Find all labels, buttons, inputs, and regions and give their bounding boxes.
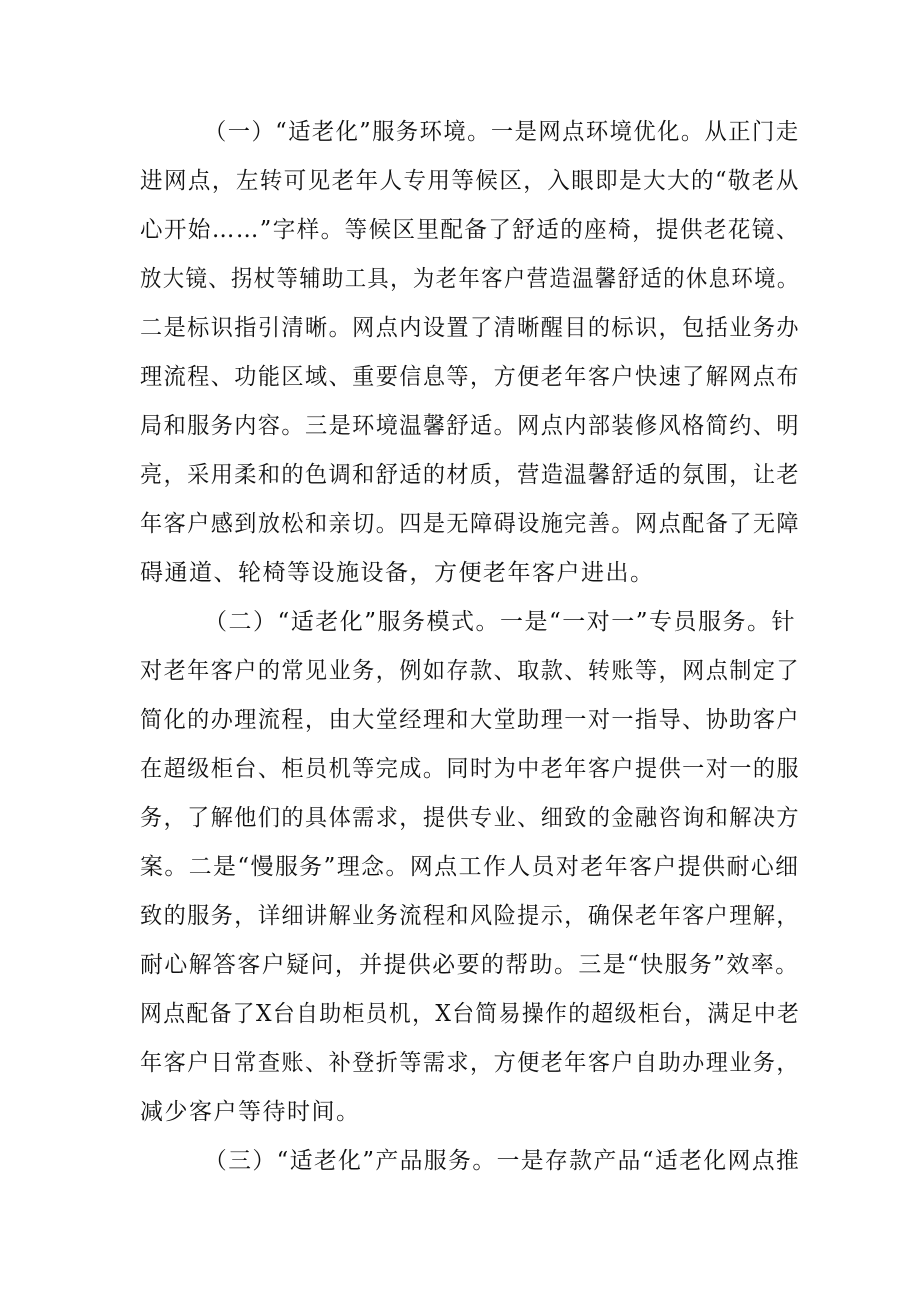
paragraph-2-line-5: 务，了解他们的具体需求，提供专业、细致的金融咨询和解决方 — [140, 805, 801, 831]
paragraph-2-line-9: 网点配备了X台自助柜员机，X台简易操作的超级柜台，满足中老 — [140, 1001, 801, 1027]
paragraph-1-line-1: （一）“适老化”服务环境。一是网点环境优化。从正门走 — [204, 119, 800, 145]
paragraph-3-line-1: （三）“适老化”产品服务。一是存款产品“适老化网点推 — [204, 1148, 801, 1174]
paragraph-1-line-2: 进网点，左转可见老年人专用等候区，入眼即是大大的“敬老从 — [140, 168, 800, 194]
document-body — [140, 0, 800, 1301]
paragraph-1-line-9: 年客户感到放松和亲切。四是无障碍设施完善。网点配备了无障 — [140, 511, 801, 537]
paragraph-2-line-10: 年客户日常查账、补登折等需求，方便老年客户自助办理业务， — [140, 1050, 801, 1076]
paragraph-2-line-8: 耐心解答客户疑问，并提供必要的帮助。三是“快服务”效率。 — [140, 952, 800, 978]
paragraph-1-line-7: 局和服务内容。三是环境温馨舒适。网点内部装修风格简约、明 — [140, 413, 801, 439]
paragraph-2-line-2: 对老年客户的常见业务，例如存款、取款、转账等，网点制定了 — [140, 658, 801, 684]
paragraph-1-line-8: 亮，采用柔和的色调和舒适的材质，营造温馨舒适的氛围，让老 — [140, 462, 801, 488]
paragraph-2-line-7: 致的服务，详细讲解业务流程和风险提示，确保老年客户理解， — [140, 903, 801, 929]
paragraph-1-line-5: 二是标识指引清晰。网点内设置了清晰醒目的标识，包括业务办 — [140, 315, 801, 341]
paragraph-2-line-1: （二）“适老化”服务模式。一是“一对一”专员服务。针 — [204, 609, 797, 635]
paragraph-2-line-3: 简化的办理流程，由大堂经理和大堂助理一对一指导、协助客户 — [140, 707, 801, 733]
paragraph-1-line-6: 理流程、功能区域、重要信息等，方便老年客户快速了解网点布 — [140, 364, 801, 390]
paragraph-1-line-10: 碍通道、轮椅等设施设备，方便老年客户进出。 — [140, 560, 655, 586]
paragraph-2-line-4: 在超级柜台、柜员机等完成。同时为中老年客户提供一对一的服 — [140, 756, 801, 782]
paragraph-1-line-4: 放大镜、拐杖等辅助工具，为老年客户营造温馨舒适的休息环境。 — [140, 266, 800, 292]
paragraph-2-line-11: 减少客户等待时间。 — [140, 1099, 361, 1125]
paragraph-1-line-3: 心开始……”字样。等候区里配备了舒适的座椅，提供老花镜、 — [140, 217, 800, 243]
paragraph-2-line-6: 案。二是“慢服务”理念。网点工作人员对老年客户提供耐心细 — [140, 854, 800, 880]
